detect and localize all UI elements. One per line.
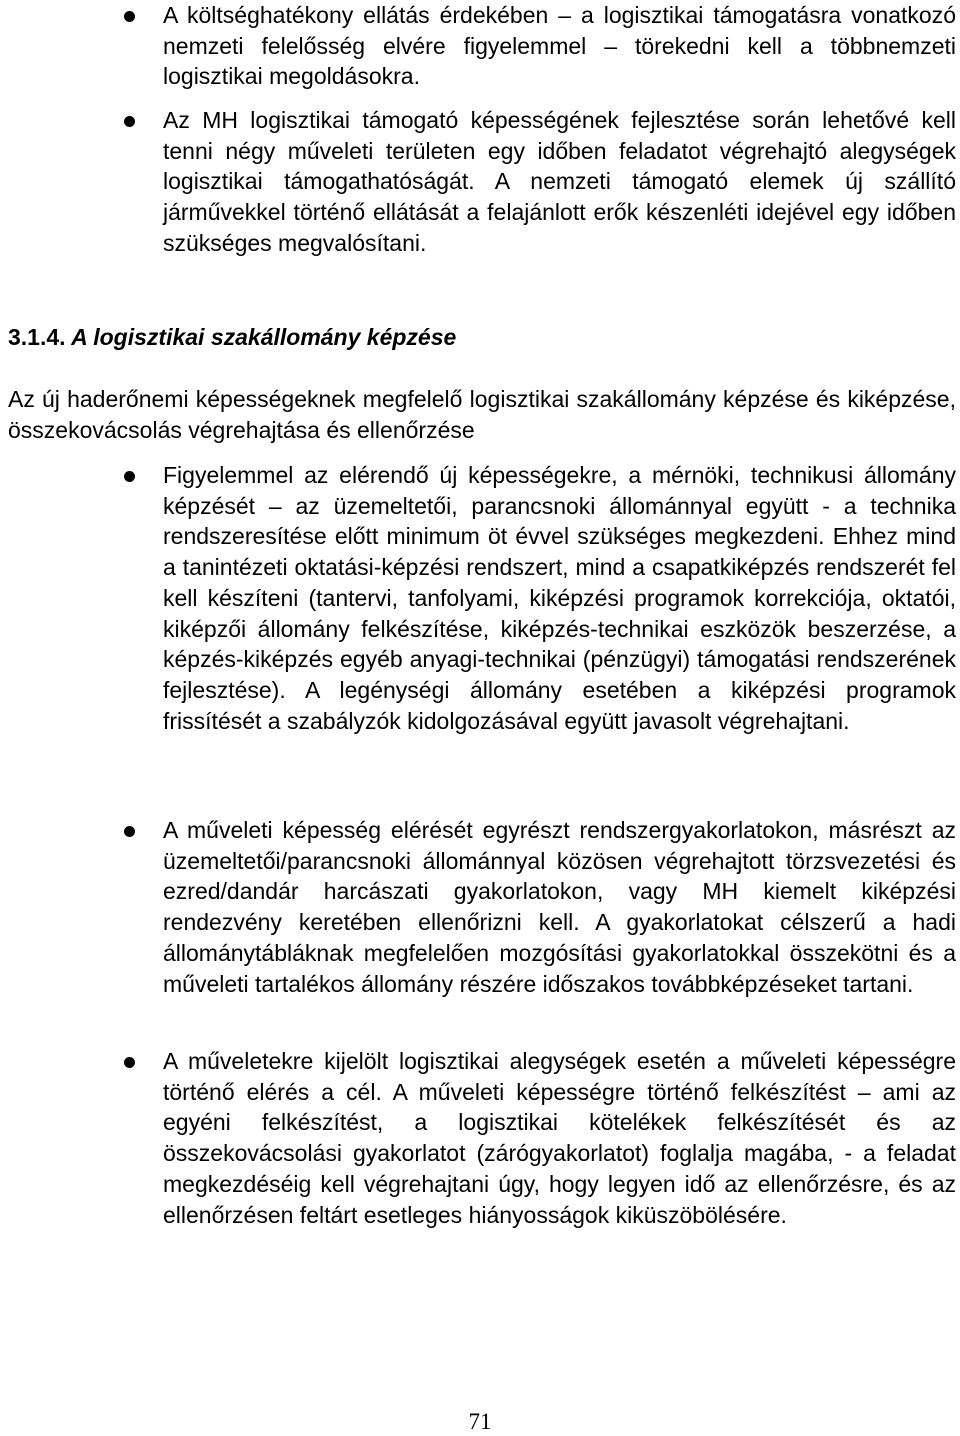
bullet-text: Figyelemmel az elérendő új képességekre, a mérnöki, technikusi állomány képzését – az üzemeltetői, parancsnoki állománnyal együtt - a technika rendszeresítése előtt minimum öt évvel szükséges megkezdeni. Ehhez mind a tanintézeti oktatási-képzési rendszert, mind a csapatkiképzés rendszerét fel kell készíteni (tantervi, tanfolyami, kiképzési programok korrekciója, oktatói, kiképzői állomány felkészítése, kiképzés-technikai eszközök beszerzése, a képzés-kiképzés egyéb anyagi-technikai (pénzügyi) támogatási rendszerének fejlesztése). A legénységi állomány esetében a kiképzési programok frissítését a szabályzók kidolgozásával együtt javasolt végrehajtani.: [163, 462, 956, 734]
bullet-icon: [124, 826, 135, 837]
intro-paragraph: Az új haderőnemi képességeknek megfelelő logisztikai szakállomány képzése és kiképzése, összekovácsolás végrehajtása és ellenőrzése: [8, 386, 956, 443]
bullet-text: A műveleti képesség elérését egyrészt rendszergyakorlatokon, másrészt az üzemeltetői/parancsnoki állománnyal közösen végrehajtott törzsvezetési és ezred/dandár harcászati gyakorlatokon, vagy MH kiemelt kiképzési rendezvény keretében ellenőrizni kell. A gyakorlatokat célszerű a hadi állománytábláknak megfelelően mozgósítási gyakorlatokkal összekötni és a műveleti tartalékos állomány részére időszakos továbbképzéseket tartani.: [163, 817, 956, 997]
section-title: A logisztikai szakállomány képzése: [71, 324, 457, 350]
bullet-icon: [124, 116, 135, 127]
bullet-icon: [124, 1057, 135, 1068]
bullet-text: A költséghatékony ellátás érdekében – a logisztikai támogatásra vonatkozó nemzeti felelősség elvére figyelemmel – törekedni kell a többnemzeti logisztikai megoldásokra.: [163, 2, 956, 90]
bullet-text: A műveletekre kijelölt logisztikai alegységek esetén a műveleti képességre történő elérés a cél. A műveleti képességre történő felkészítést – ami az egyéni felkészítést, a logisztikai kötelékek felkészítését és az összekovácsolási gyakorlatot (zárógyakorlatot) foglalja magába, - a feladat megkezdéséig kell végrehajtani úgy, hogy legyen idő az ellenőrzésre, és az ellenőrzésen feltárt esetleges hiányosságok kiküszöbölésére.: [163, 1048, 956, 1228]
section-heading: [8, 322, 456, 352]
bullet-text: Az MH logisztikai támogató képességének fejlesztése során lehetővé kell tenni négy műveleti területen egy időben feladatot végrehajtó alegységek logisztikai támogathatóságát. A nemzeti támogató elemek új szállító járművekkel történő ellátását a felajánlott erők készenléti idejével egy időben szükséges megvalósítani.: [163, 107, 956, 256]
section-number: 3.1.4.: [8, 324, 66, 350]
page-number: 71: [468, 1409, 492, 1434]
bullet-icon: [124, 11, 135, 22]
bullet-icon: [124, 471, 135, 482]
